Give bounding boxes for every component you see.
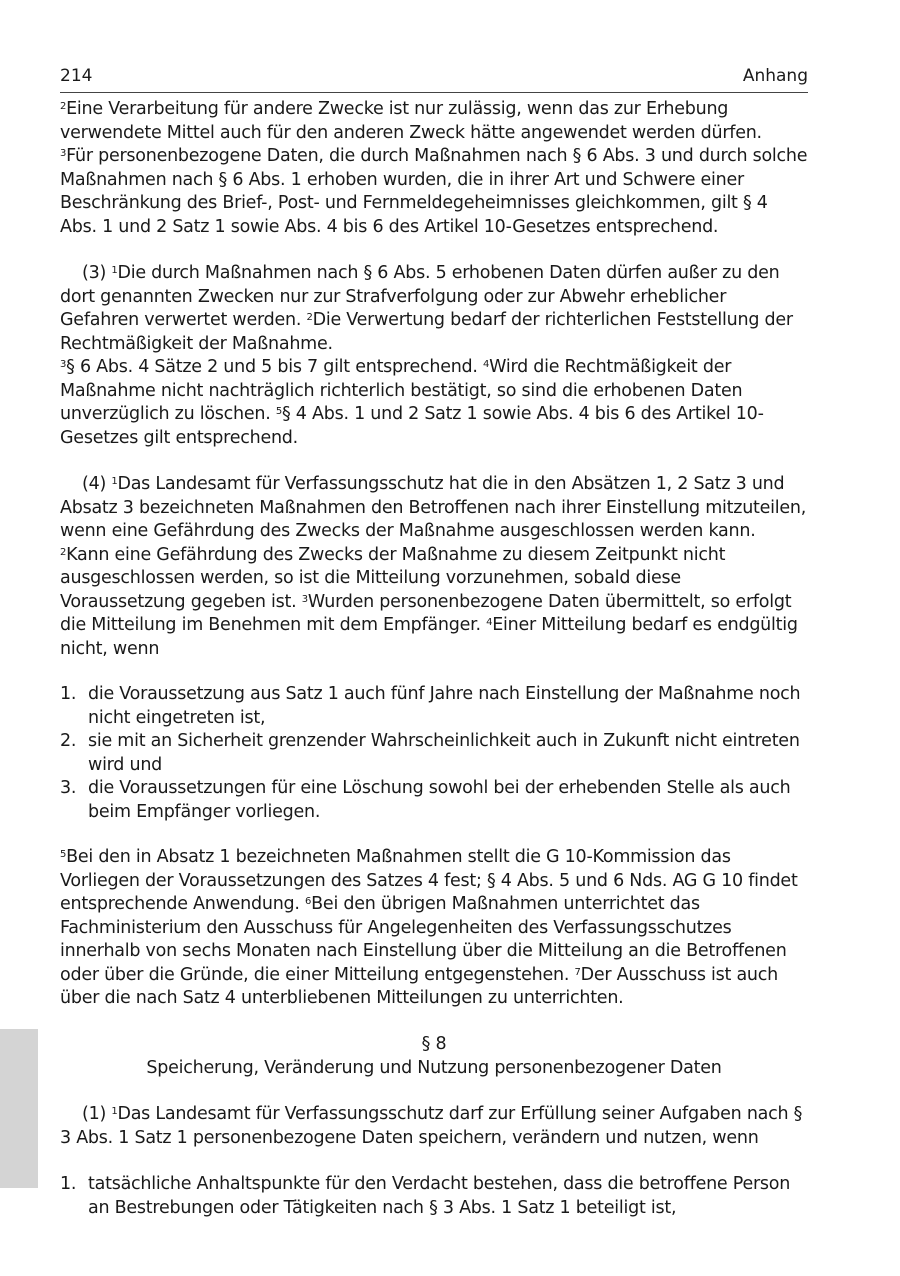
- sentence-text: Das Landesamt für Verfassungsschutz hat die in den Absätzen 1, 2 Satz 3 und Absatz 3 bezeichneten Maßnahmen den Betroffenen nach ihrer Einstellung mitzuteilen, wenn eine Gefährdung des Zwecks der Maßnahme ausgeschlossen werden kann.: [60, 474, 807, 541]
- list-number: 2.: [60, 731, 77, 751]
- sentence-text: § 4 Abs. 1 und 2 Satz 1 sowie Abs. 4 bis 6 des Artikel 10-Gesetzes gilt entsprechend.: [60, 404, 764, 448]
- sentence-text: Bei den übrigen Maßnahmen unterrichtet das Fachministerium den Ausschuss für Angelegenheiten des Verfassungsschutzes innerhalb von sechs Monaten nach Einstellung über die Mitteilung an die Betroffenen oder über die Gründe, die einer Mitteilung entgegenstehen.: [60, 894, 787, 985]
- paragraph-saetze-5-7: [60, 846, 808, 1011]
- sentence-text: Die Verwertung bedarf der richterlichen Feststellung der Rechtmäßigkeit der Maßnahme.: [60, 310, 793, 354]
- page-header: [60, 66, 808, 93]
- paragraph-label: (3): [82, 263, 112, 283]
- list-item-text: sie mit an Sicherheit grenzender Wahrscheinlichkeit auch in Zukunft nicht eintreten wird und: [88, 731, 800, 775]
- sentence-text: Der Ausschuss ist auch über die nach Satz 4 unterbliebenen Mitteilungen zu unterrichten.: [60, 964, 778, 1008]
- sentence-number: 3: [301, 593, 308, 605]
- thumb-index-tab: [0, 1029, 38, 1188]
- list-item: [60, 777, 808, 824]
- sentence: [60, 98, 808, 145]
- paragraph-abs-4: [60, 473, 808, 661]
- list-number: 3.: [60, 778, 77, 798]
- sentence-number: 1: [111, 265, 118, 276]
- sentence-number: 7: [574, 966, 581, 978]
- sentence-number: 1: [111, 1106, 118, 1117]
- list-item: [60, 683, 808, 730]
- sentence-text: Bei den in Absatz 1 bezeichneten Maßnahmen stellt die G 10-Kommission das Vorliegen der Voraussetzungen des Satzes 4 fest; § 4 Abs. 5 und 6 Nds. AG G 10 findet entsprechende Anwendung.: [60, 847, 798, 914]
- list-number: 1.: [60, 1174, 77, 1194]
- enumeration-list-2: [60, 1173, 808, 1220]
- sentence-text: § 6 Abs. 4 Sätze 2 und 5 bis 7 gilt entsprechend.: [66, 357, 484, 377]
- sentence-number: 5: [60, 849, 67, 860]
- sentence-number: 3: [60, 359, 67, 370]
- paragraph-label: (1): [82, 1104, 112, 1124]
- list-item-text: die Voraussetzungen für eine Löschung sowohl bei der erhebenden Stelle als auch beim Empfänger vorliegen.: [88, 778, 791, 822]
- list-item-text: die Voraussetzung aus Satz 1 auch fünf Jahre nach Einstellung der Maßnahme noch nicht eingetreten ist,: [88, 684, 801, 728]
- paragraph-continuation: [60, 98, 808, 239]
- list-item-text: tatsächliche Anhaltspunkte für den Verdacht bestehen, dass die betroffene Person an Bestrebungen oder Tätigkeiten nach § 3 Abs. 1 Satz 1 beteiligt ist,: [88, 1174, 791, 1218]
- sentence-text: Die durch Maßnahmen nach § 6 Abs. 5 erhobenen Daten dürfen außer zu den dort genannten Zwecken nur zur Strafverfolgung oder zur Abwehr erheblicher Gefahren verwertet werden.: [60, 263, 780, 330]
- paragraph-label: (4): [82, 474, 112, 494]
- sentence-number: 5: [275, 406, 282, 417]
- running-head: Anhang: [742, 66, 808, 86]
- paragraph-abs-3: [60, 262, 808, 450]
- page-number: 214: [60, 66, 93, 86]
- enumeration-list: [60, 683, 808, 824]
- sentence-text: Wurden personenbezogene Daten übermittelt, so erfolgt die Mitteilung im Benehmen mit dem Empfänger.: [60, 591, 792, 635]
- paragraph-8-abs-1: [60, 1103, 808, 1150]
- sentence-number: 6: [305, 896, 312, 907]
- section-number: § 8: [421, 1034, 447, 1054]
- sentence-text: Das Landesamt für Verfassungsschutz darf zur Erfüllung seiner Aufgaben nach § 3 Abs. 1 Satz 1 personenbezogene Daten speichern, verändern und nutzen, wenn: [60, 1104, 803, 1148]
- list-item: [60, 730, 808, 777]
- sentence-text: Kann eine Gefährdung des Zwecks der Maßnahme zu diesem Zeitpunkt nicht ausgeschlossen werden, so ist die Mitteilung vorzunehmen, sobald diese Voraussetzung gegeben ist.: [60, 544, 726, 612]
- section-heading: [60, 1033, 808, 1080]
- sentence-number: 2: [60, 546, 67, 558]
- sentence-text: Wird die Rechtmäßigkeit der Maßnahme nicht nachträglich richterlich bestätigt, so sind die erhobenen Daten unverzüglich zu löschen.: [60, 357, 743, 424]
- sentence-text: Einer Mitteilung bedarf es endgültig nicht, wenn: [60, 615, 798, 659]
- list-number: 1.: [60, 684, 77, 704]
- sentence-text: Für personenbezogene Daten, die durch Maßnahmen nach § 6 Abs. 3 und durch solche Maßnahmen nach § 6 Abs. 1 erhoben wurden, die in ihrer Art und Schwere einer Beschränkung des Brief-, Post- und Fernmeldegeheimnisses gleichkommen, gilt § 4 Abs. 1 und 2 Satz 1 sowie Abs. 4 bis 6 des Artikel 10-Gesetzes entsprechend.: [60, 146, 808, 237]
- sentence-number: 4: [483, 359, 490, 370]
- sentence-number: 3: [60, 148, 67, 159]
- sentence-number: 2: [60, 101, 67, 112]
- section-title: Speicherung, Veränderung und Nutzung personenbezogener Daten: [146, 1057, 722, 1078]
- sentence-number: 1: [111, 476, 118, 487]
- sentence-number: 2: [306, 312, 313, 323]
- list-item: [60, 1173, 808, 1220]
- sentence: [60, 145, 808, 239]
- sentence-number: 4: [486, 617, 493, 628]
- sentence-text: Eine Verarbeitung für andere Zwecke ist nur zulässig, wenn das zur Erhebung verwendete Mittel auch für den anderen Zweck hätte angewendet werden dürfen.: [60, 99, 762, 143]
